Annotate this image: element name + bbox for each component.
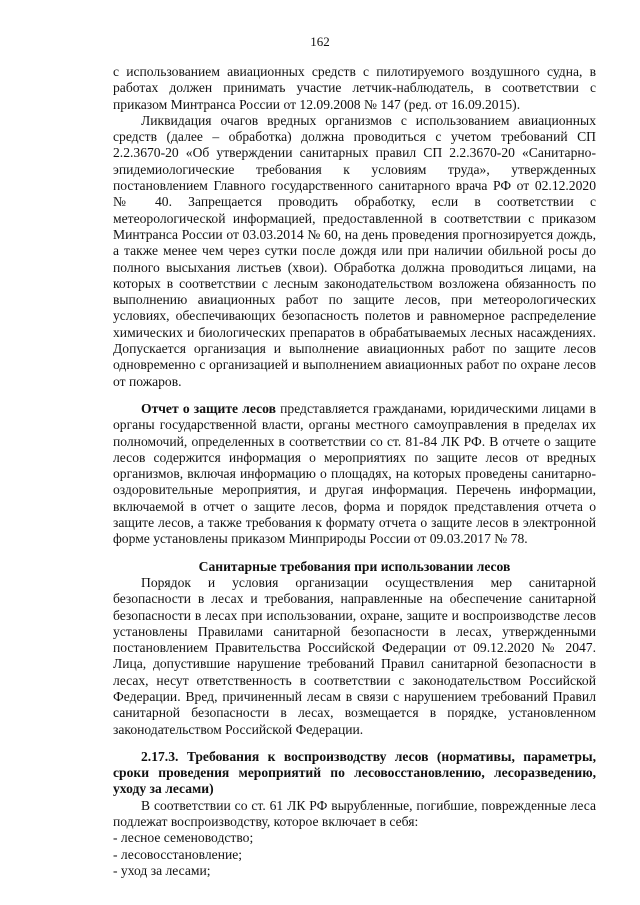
paragraph-pest-treatment: Ликвидация очагов вредных организмов с использованием авиационных средств (далее – обработка) должна проводиться с учетом требований СП 2.2.3670-20 «Об утверждении санитарных правил СП 2.2.3670-20 «Санитарно-эпидемиологические требования к условиям труда», утвержденных постановлением Главного государственного санитарного врача РФ от 02.12.2020 № 40. Запрещается проводить обработку, если в соответствии с метеорологической информацией, предоставленной в соответствии с приказом Минтранса России от 03.03.2014 № 60, на день проведения прогнозируется дождь, а также менее чем через сутки после дождя или при наличии обильной росы до полного высыхания листьев (хвои). Обработка должна проводиться лицами, на которых в соответствии с лесным законодательством возложена обязанность по выполнению авиационных работ по защите лесов, при метеорологических условиях, обеспечивающих безопасность полетов и равномерное распределение химических и биологических препаратов в обрабатываемых лесных насаждениях. Допускается организация и выполнение авиационных работ по защите лесов одновременно с организацией и выполнением авиационных работ по охране лесов от пожаров. (113, 112, 596, 389)
paragraph-reproduction-intro: В соответствии со ст. 61 ЛК РФ вырубленные, погибшие, поврежденные леса подлежат воспроизводству, которое включает в себя: (113, 797, 596, 830)
page-body (113, 64, 596, 879)
report-term: Отчет о защите лесов (141, 400, 276, 416)
heading-section-2-17-3: 2.17.3. Требования к воспроизводству лесов (нормативы, параметры, сроки проведения мероприятий по лесовосстановлению, лесоразведению, уходу за лесами) (113, 748, 596, 797)
paragraph-aviation-pilot: с использованием авиационных средств с пилотируемого воздушного судна, в работах должен принимать участие летчик-наблюдатель, в соответствии с приказом Минтранса России от 12.09.2008 № 147 (ред. от 16.09.2015). (113, 64, 596, 112)
paragraph-sanitary-rules: Порядок и условия организации осуществления мер санитарной безопасности в лесах и требования, направленные на обеспечение санитарной безопасности в лесах при использовании, охране, защите и воспроизводстве лесов установлены Правилами санитарной безопасности в лесах, утвержденными постановлением Правительства Российской Федерации от 09.12.2020 № 2047. Лица, допустившие нарушение требований Правил санитарной безопасности в лесах, несут ответственность в соответствии с законодательством Российской Федерации. Вред, причиненный лесам в связи с нарушением требований Правил санитарной безопасности в лесах, возмещается в порядке, установленном законодательством Российской Федерации. (113, 574, 596, 737)
list-item-seed-production: - лесное семеноводство; (113, 830, 254, 846)
list-item-reforestation: - лесовосстановление; (113, 846, 243, 862)
page-number: 162 (310, 34, 330, 49)
heading-sanitary-requirements: Санитарные требования при использовании лесов (198, 558, 511, 574)
report-text: представляется гражданами, юридическими лицами в органы государственной власти, органы местного самоуправления в пределах их полномочий, определенных в соответствии со ст. 81-84 ЛК РФ. В отчете о защите лесов содержится информация о мероприятиях по защите лесов от вредных организмов, включая информацию о площадях, на которых проведены санитарно-оздоровительные мероприятия, и другая информация. Перечень информации, включаемой в отчет о защите лесов, форма и порядок представления отчета о защите лесов, а также требования к формату отчета о защите лесов в электронной форме установлены приказом Минприроды России от 09.03.2017 № 78. (113, 400, 597, 547)
paragraph-forest-protection-report (113, 401, 596, 548)
list-item-forest-care: - уход за лесами; (113, 862, 211, 878)
